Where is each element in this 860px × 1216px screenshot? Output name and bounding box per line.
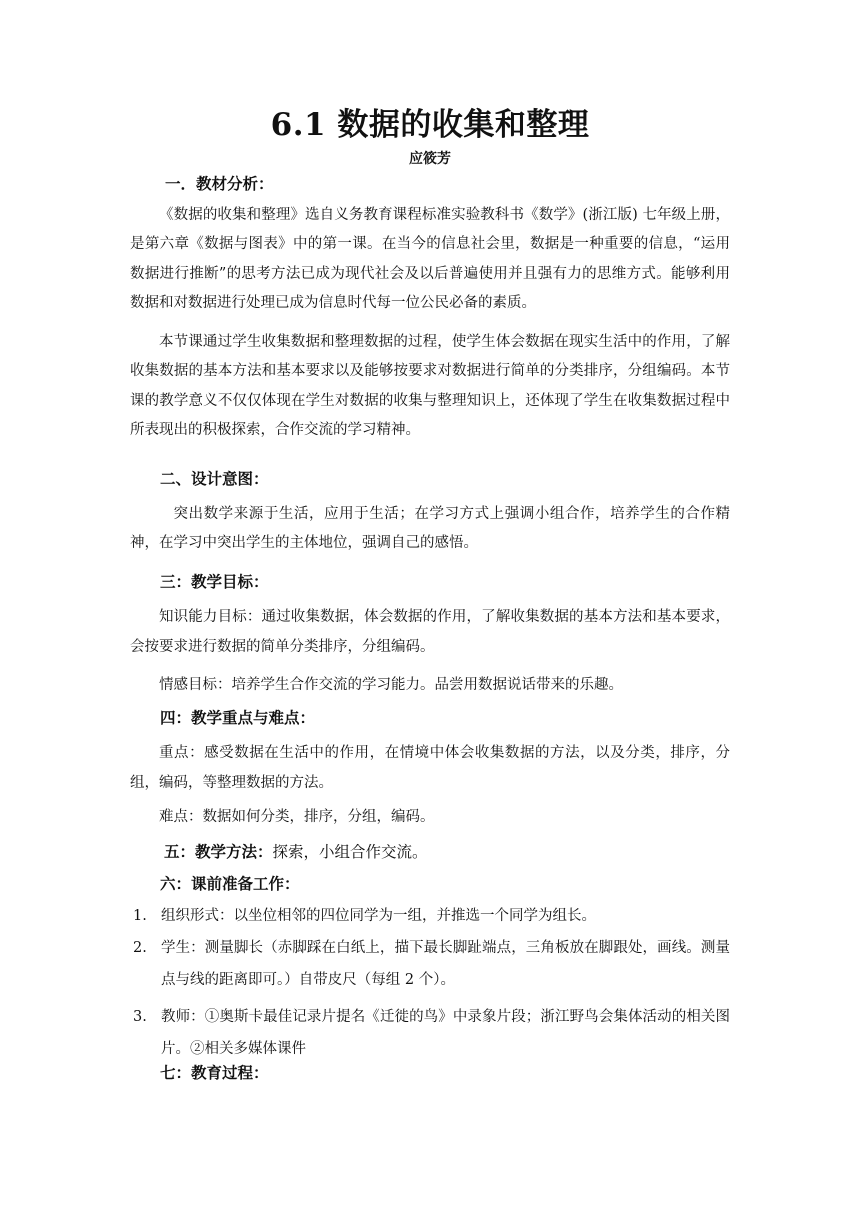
list-item	[133, 1001, 730, 1065]
list-item-text: 组织形式：以坐位相邻的四位同学为一组，并推选一个同学为组长。	[161, 908, 596, 924]
teaching-method-text: 探索，小组合作交流。	[272, 843, 428, 861]
paragraph-difficulty: 难点：数据如何分类，排序，分组，编码。	[159, 809, 435, 825]
section-5-line	[164, 840, 428, 864]
list-item-number: 2.	[133, 940, 147, 956]
section-heading-5: 五：教学方法：	[164, 842, 273, 861]
list-item	[133, 932, 730, 996]
section-heading-1: 一．教材分析：	[165, 174, 274, 193]
paragraph-1: 《数据的收集和整理》选自义务教育课程标准实验教科书《数学》(浙江版) 七年级上册，是第六章《数据与图表》中的第一课。在当今的信息社会里，数据是一种重要的信息，“运用数据进行推断”的思考方法已成为现代社会及以后普遍使用并且强有力的思维方式。能够利用数据和对数据进行处理已成为信息时代每一位公民必备的素质。	[130, 207, 730, 311]
list-item-text: 教师：①奥斯卡最佳记录片提名《迁徙的鸟》中录象片段；浙江野鸟会集体活动的相关图片。②相关多媒体课件	[161, 1009, 730, 1057]
section-heading-6: 六：课前准备工作：	[160, 874, 300, 893]
paragraph-knowledge-goal: 知识能力目标：通过收集数据，体会数据的作用，了解收集数据的基本方法和基本要求，会按要求进行数据的简单分类排序，分组编码。	[130, 609, 730, 655]
paragraph-emotion-goal: 情感目标：培养学生合作交流的学习能力。品尝用数据说话带来的乐趣。	[159, 677, 623, 693]
section-heading-4: 四：教学重点与难点：	[160, 708, 316, 727]
paragraph-key-point: 重点：感受数据在生活中的作用，在情境中体会收集数据的方法，以及分类，排序，分组，编码，等整理数据的方法。	[130, 745, 730, 791]
document-title: 6.1 数据的收集和整理	[270, 107, 590, 143]
section-heading-7: 七：教育过程：	[160, 1063, 269, 1082]
section-heading-3: 三：教学目标：	[160, 572, 269, 591]
section-heading-2: 二、设计意图：	[160, 469, 269, 488]
author-name: 应筱芳	[409, 151, 451, 167]
paragraph-2: 本节课通过学生收集数据和整理数据的过程，使学生体会数据在现实生活中的作用，了解收集数据的基本方法和基本要求以及能够按要求对数据进行简单的分类排序，分组编码。本节课的教学意义不仅仅体现在学生对数据的收集与整理知识上，还体现了学生在收集数据过程中所表现出的积极探索，合作交流的学习精神。	[130, 334, 730, 438]
list-item-number: 3.	[133, 1009, 147, 1025]
list-item	[133, 900, 730, 932]
paragraph-3: 突出数学来源于生活，应用于生活；在学习方式上强调小组合作，培养学生的合作精神，在学习中突出学生的主体地位，强调自己的感悟。	[130, 506, 730, 552]
list-item-number: 1.	[133, 908, 147, 924]
list-item-text: 学生：测量脚长（赤脚踩在白纸上，描下最长脚趾端点，三角板放在脚跟处，画线。测量点与线的距离即可。）自带皮尺（每组 2 个）。	[161, 940, 730, 988]
